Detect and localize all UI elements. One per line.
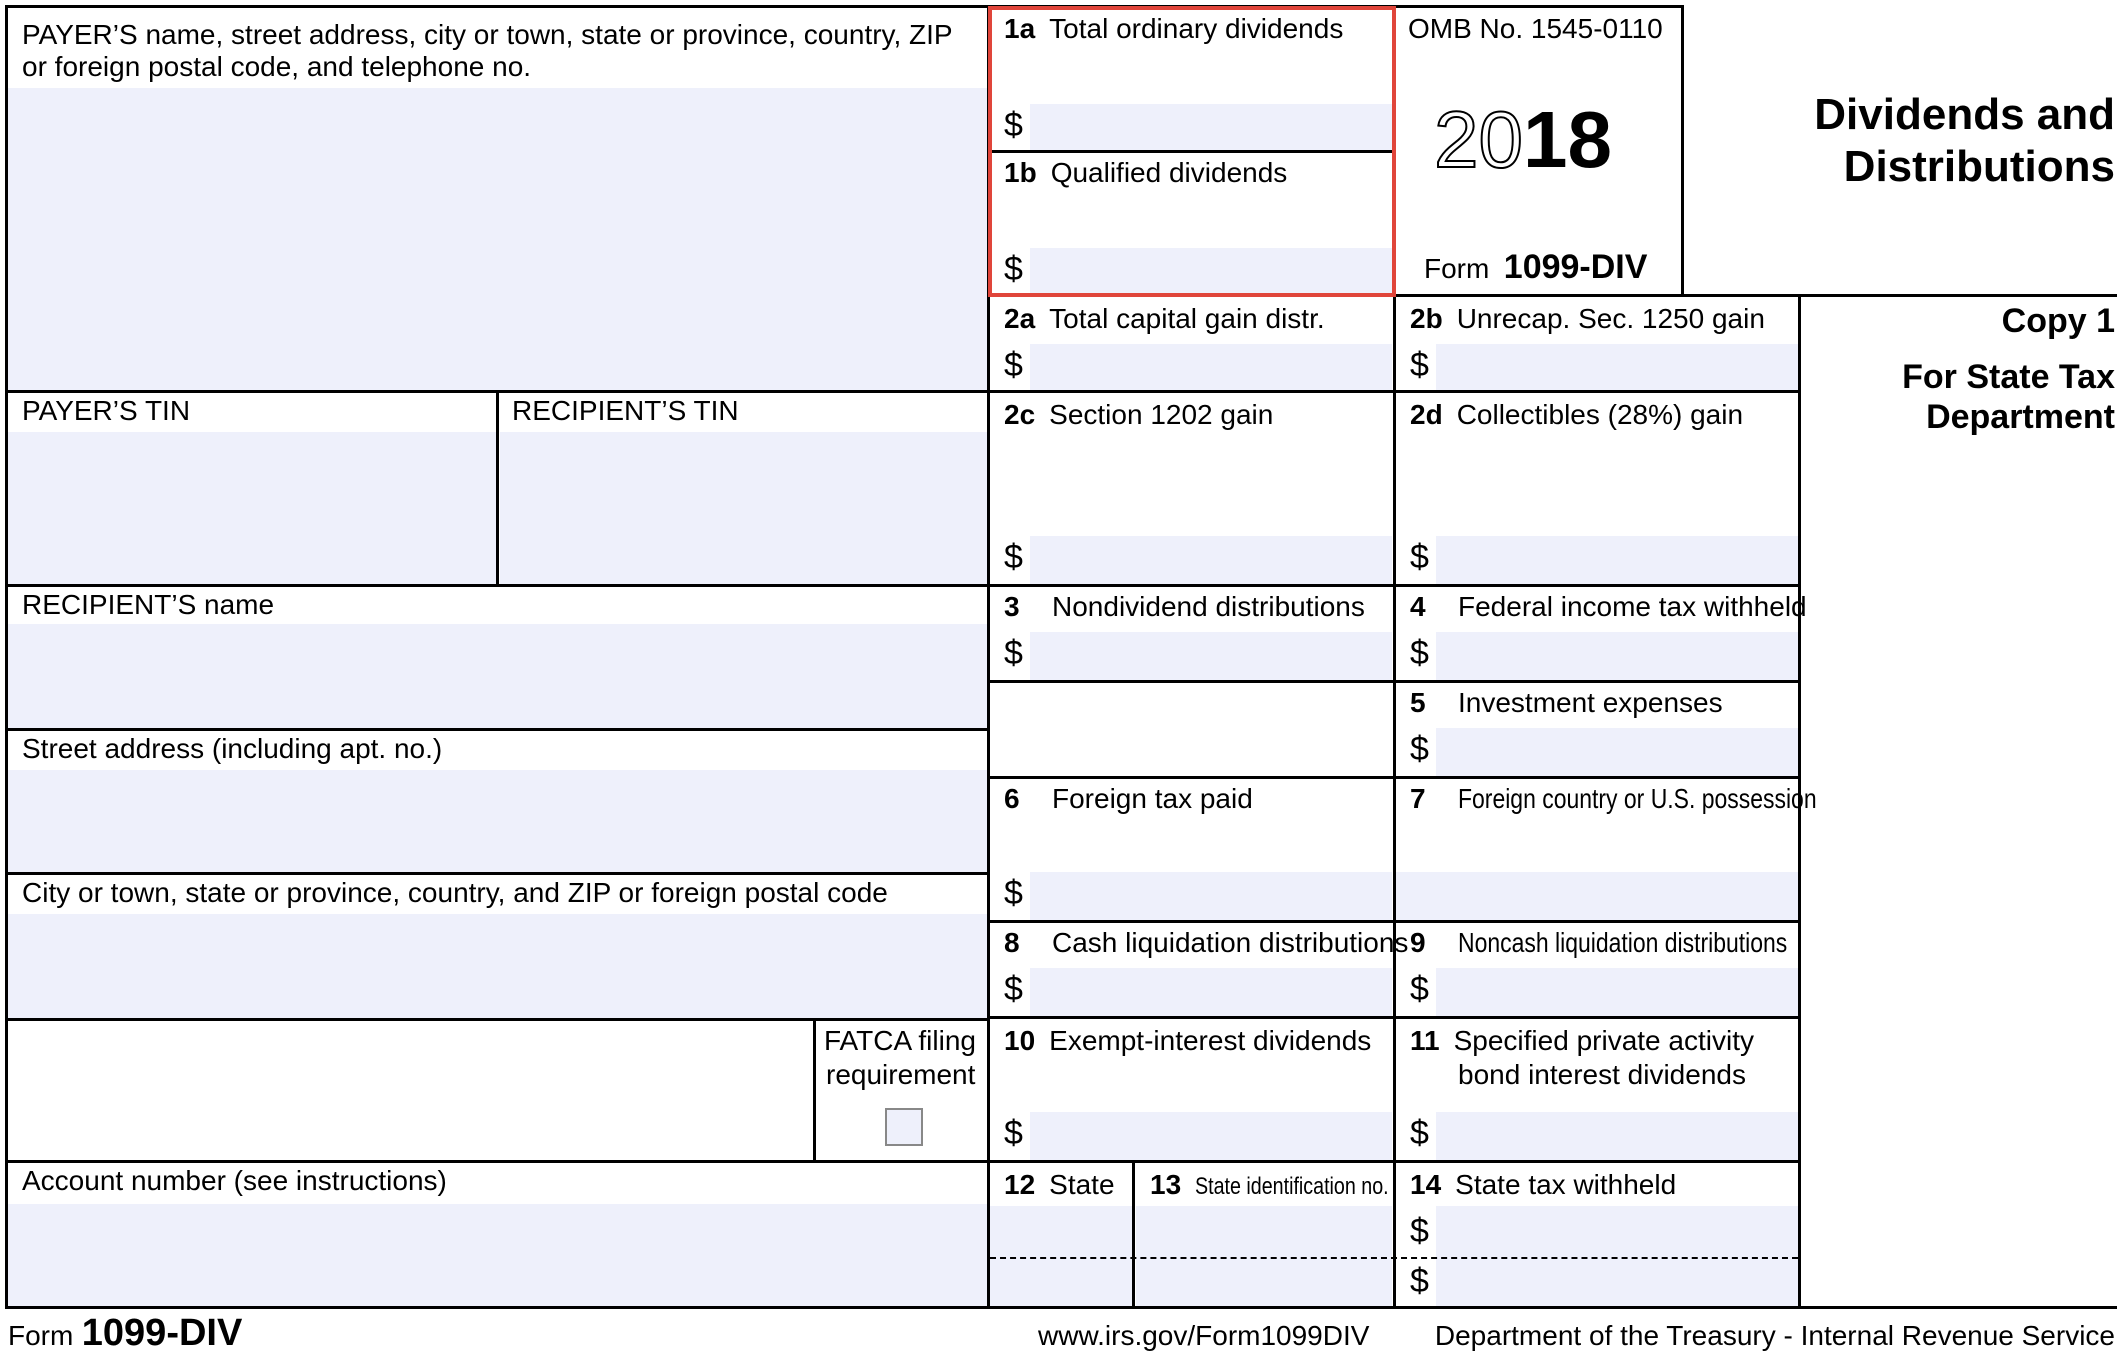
- omb-bottom-line: [1393, 294, 2117, 297]
- box-4-field[interactable]: [1436, 632, 1798, 680]
- box-6-label: 6 Foreign tax paid: [1004, 783, 1253, 814]
- box-2c-label: 2c Section 1202 gain: [1004, 399, 1274, 430]
- omb-form-name: Form 1099-DIV: [1424, 248, 1648, 286]
- state-row-dashed-line: [990, 1257, 1798, 1259]
- box-3-dollar: $: [1004, 634, 1023, 672]
- box-10-label: 10 Exempt-interest dividends: [1004, 1025, 1372, 1056]
- box-5-label: 5 Investment expenses: [1410, 687, 1723, 718]
- box-5-field[interactable]: [1436, 728, 1798, 776]
- form-title-line1: Dividends and: [1814, 90, 2115, 139]
- box-14-field[interactable]: [1436, 1206, 1798, 1306]
- box-11-field[interactable]: [1436, 1112, 1798, 1160]
- box-9-label: 9 Noncash liquidation distributions: [1410, 927, 1788, 958]
- box-10-dollar: $: [1004, 1114, 1023, 1152]
- box-7-label: 7 Foreign country or U.S. possession: [1410, 783, 1817, 814]
- box-13-label: 13 State identification no.: [1150, 1169, 1389, 1200]
- recipient-tin-label: RECIPIENT’S TIN: [512, 395, 739, 426]
- box-2c-field[interactable]: [1030, 536, 1392, 584]
- form-left-border: [5, 5, 8, 1308]
- copy-for-line1: For State Tax: [1902, 358, 2115, 396]
- payer-tin-field[interactable]: [8, 432, 496, 584]
- box-3-label: 3 Nondividend distributions: [1004, 591, 1365, 622]
- box-12-label: 12 State: [1004, 1169, 1115, 1200]
- fatca-bottom-line: [5, 1160, 990, 1163]
- box-12-divider: [1132, 1160, 1135, 1308]
- box-7-field[interactable]: [1396, 872, 1798, 920]
- form-title-line2: Distributions: [1843, 142, 2115, 191]
- payer-label-line2: or foreign postal code, and telephone no.: [22, 51, 532, 82]
- fatca-divider: [813, 1018, 816, 1162]
- street-address-field[interactable]: [8, 770, 988, 872]
- box-8-field[interactable]: [1030, 968, 1392, 1016]
- box-1a-dollar: $: [1004, 106, 1023, 144]
- tin-bottom-line: [5, 584, 990, 587]
- box-2d-dollar: $: [1410, 538, 1429, 576]
- city-label: City or town, state or province, country, and ZIP or foreign postal code: [22, 877, 888, 908]
- box-2b-dollar: $: [1410, 346, 1429, 384]
- box-14-dollar-line2: $: [1410, 1262, 1429, 1300]
- city-field[interactable]: [8, 914, 988, 1018]
- box-9-field[interactable]: [1436, 968, 1798, 1016]
- footer-department: Department of the Treasury - Internal Revenue Service: [1434, 1320, 2115, 1351]
- row-8-bottom-line: [990, 1016, 1801, 1019]
- box-2a-field[interactable]: [1030, 344, 1392, 390]
- box-3-field[interactable]: [1030, 632, 1392, 680]
- box-11-label: 11 Specified private activity: [1410, 1025, 1754, 1056]
- footer-form-name: Form 1099-DIV: [8, 1312, 243, 1354]
- row-2c-bottom-line: [990, 584, 1801, 587]
- box-2b-field[interactable]: [1436, 344, 1798, 390]
- box-2b-label: 2b Unrecap. Sec. 1250 gain: [1410, 303, 1765, 334]
- payer-name-field[interactable]: [8, 88, 988, 390]
- highlight-box-1a-1b: [988, 6, 1396, 297]
- box-8-dollar: $: [1004, 970, 1023, 1008]
- tax-year-bold: 18: [1522, 95, 1612, 184]
- payer-label-line1: PAYER’S name, street address, city or town, state or province, country, ZIP: [22, 19, 953, 50]
- box-2a-dollar: $: [1004, 346, 1023, 384]
- account-number-field[interactable]: [8, 1204, 988, 1306]
- form-top-border: [5, 5, 1684, 8]
- box-2c-dollar: $: [1004, 538, 1023, 576]
- box-2d-label: 2d Collectibles (28%) gain: [1410, 399, 1744, 430]
- recipient-tin-field[interactable]: [500, 432, 988, 584]
- tax-year-outline: 20: [1434, 95, 1523, 184]
- account-number-label: Account number (see instructions): [22, 1165, 447, 1196]
- fatca-label-line1: FATCA filing: [824, 1025, 976, 1056]
- box-11-label-line2: bond interest dividends: [1458, 1059, 1746, 1090]
- recipient-name-label: RECIPIENT’S name: [22, 589, 275, 620]
- recipient-name-field[interactable]: [8, 624, 988, 728]
- row-5-bottom-line: [990, 776, 1801, 779]
- box-6-dollar: $: [1004, 874, 1023, 912]
- tax-year: [1434, 95, 1612, 184]
- fatca-checkbox[interactable]: [885, 1108, 923, 1146]
- box-10-field[interactable]: [1030, 1112, 1392, 1160]
- box-11-dollar: $: [1410, 1114, 1429, 1152]
- row-3-bottom-line: [990, 680, 1801, 683]
- box-1b-dollar: $: [1004, 250, 1023, 288]
- row-2-divider: [1393, 294, 1396, 394]
- copy-for-line2: Department: [1926, 398, 2115, 436]
- box-1a-label: 1a Total ordinary dividends: [1004, 13, 1344, 44]
- box-9-dollar: $: [1410, 970, 1429, 1008]
- footer-url[interactable]: www.irs.gov/Form1099DIV: [1038, 1320, 1370, 1351]
- recipient-bottom-line: [5, 728, 990, 731]
- box-6-field[interactable]: [1030, 872, 1392, 920]
- box-4-label: 4 Federal income tax withheld: [1410, 591, 1807, 622]
- box-1b-label: 1b Qualified dividends: [1004, 157, 1288, 188]
- street-address-label: Street address (including apt. no.): [22, 733, 443, 764]
- row-10-bottom-line: [990, 1160, 1801, 1163]
- row-6-bottom-line: [990, 920, 1801, 923]
- box-14-dollar-line1: $: [1410, 1212, 1429, 1250]
- fatca-label-line2: requirement: [826, 1059, 976, 1090]
- payer-tin-label: PAYER’S TIN: [22, 395, 191, 426]
- box-8-label: 8 Cash liquidation distributions: [1004, 927, 1409, 958]
- city-bottom-line: [5, 1018, 990, 1021]
- box-2a-label: 2a Total capital gain distr.: [1004, 303, 1325, 334]
- box-4-dollar: $: [1410, 634, 1429, 672]
- box-13-field[interactable]: [1136, 1206, 1392, 1306]
- box-12-field[interactable]: [990, 1206, 1132, 1306]
- omb-column-divider: [1681, 5, 1684, 296]
- street-bottom-line: [5, 872, 990, 875]
- omb-number: OMB No. 1545-0110: [1408, 13, 1663, 44]
- box-2d-field[interactable]: [1436, 536, 1798, 584]
- tin-divider: [496, 390, 499, 584]
- copy-label: Copy 1: [2001, 302, 2115, 340]
- box-14-label: 14 State tax withheld: [1410, 1169, 1677, 1200]
- box-5-dollar: $: [1410, 730, 1429, 768]
